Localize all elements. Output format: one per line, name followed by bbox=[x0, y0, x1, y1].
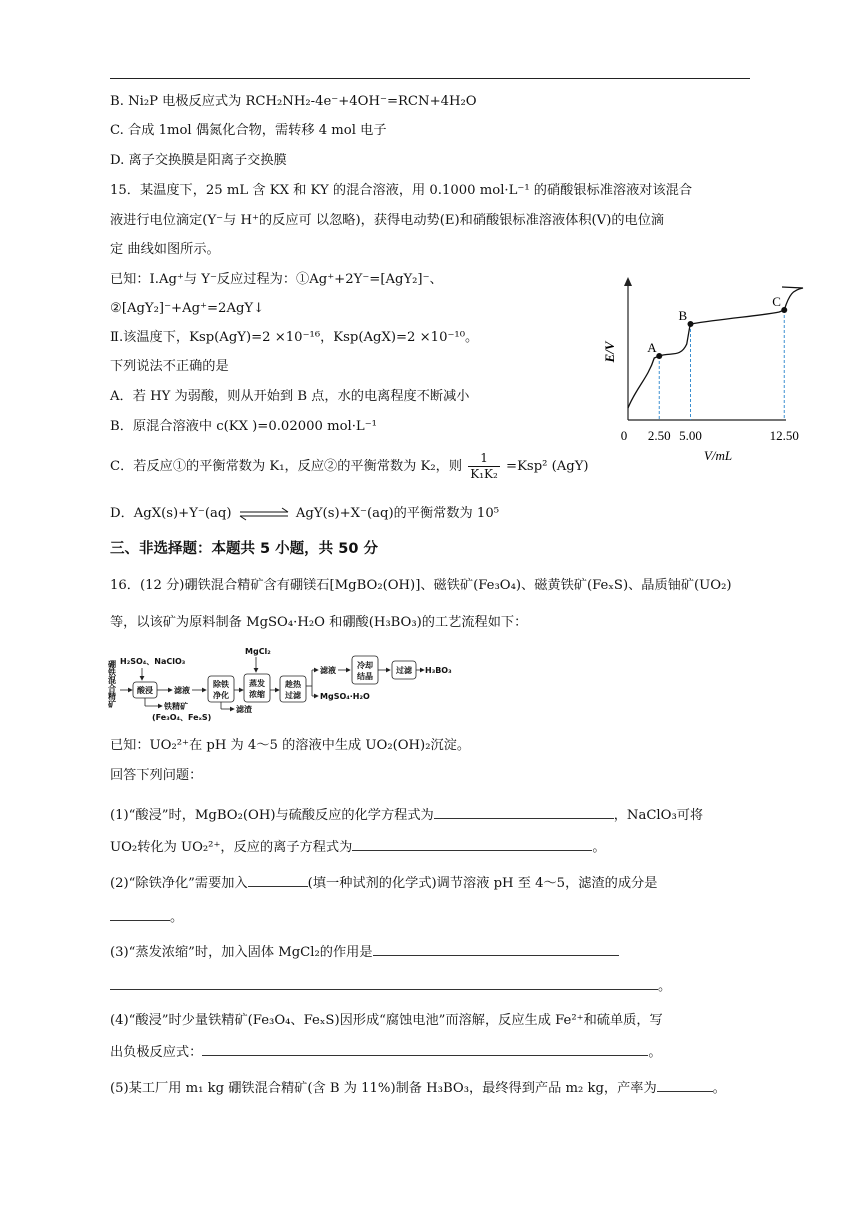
q16-part2-line2 bbox=[110, 906, 183, 928]
q16-part2-line1 bbox=[110, 872, 657, 894]
step-iron-removal-label-1: 除铁 bbox=[213, 680, 229, 689]
product-boric-label: H₃BO₃ bbox=[425, 666, 452, 675]
section-title: 三、非选择题：本题共 5 小题，共 50 分 bbox=[110, 541, 378, 557]
point-B bbox=[688, 321, 694, 327]
q15-option-a: A．若 HY 为弱酸，则从开始到 B 点，水的电离程度不断减小 bbox=[110, 389, 470, 404]
step-filter-label: 过滤 bbox=[396, 666, 412, 675]
step-evap-label-1: 蒸发 bbox=[249, 679, 265, 688]
residue-label: 滤渣 bbox=[236, 705, 252, 714]
x-axis-label: V/mL bbox=[703, 448, 733, 463]
q16-part4-line1: (4)“酸浸”时少量铁精矿(Fe₃O₄、FeₓS)因形成“腐蚀电池”而溶解，反应生成 Fe²⁺和硫单质，写 bbox=[110, 1013, 663, 1028]
header-rule bbox=[110, 78, 750, 79]
step-hot-filter-label-1: 趁热 bbox=[285, 680, 301, 689]
q16-part3-line2 bbox=[110, 975, 671, 997]
q16-part4-text-b: 出负极反应式： bbox=[110, 1045, 203, 1060]
x-tick-label: 12.50 bbox=[769, 428, 799, 443]
q15-ask: 下列说法不正确的是 bbox=[110, 359, 229, 374]
q14-option-c: C. 合成 1mol 偶氮化合物，需转移 4 mol 电子 bbox=[110, 123, 387, 138]
q16-part3-end: 。 bbox=[658, 979, 672, 994]
x-tick-label: 0 bbox=[620, 428, 628, 443]
q16-answer-intro: 回答下列问题： bbox=[110, 768, 203, 783]
q14-option-d: D. 离子交换膜是阳离子交换膜 bbox=[110, 153, 287, 168]
q15-option-d-post: AgY(s)+X⁻(aq)的平衡常数为 10⁵ bbox=[295, 506, 499, 521]
q15-known-3: Ⅱ.该温度下，Ksp(AgY)=2 ×10⁻¹⁶，Ksp(AgX)=2 ×10⁻¹⁰。 bbox=[110, 330, 479, 345]
step-acid-leach-label: 酸浸 bbox=[137, 686, 153, 695]
q14-option-b: B. Ni₂P 电极反应式为 RCH₂NH₂-4e⁻+4OH⁻=RCN+4H₂O bbox=[110, 94, 477, 109]
q16-part2-text-a: (2)“除铁净化”需要加入 bbox=[110, 876, 248, 891]
answer-blank-4[interactable] bbox=[202, 1041, 648, 1056]
process-flowchart bbox=[106, 646, 456, 726]
point-label-C: C bbox=[772, 294, 781, 309]
answer-blank-2a[interactable] bbox=[248, 872, 308, 887]
answer-blank-3b[interactable] bbox=[110, 975, 658, 990]
q16-stem-line2: 等，以该矿为原料制备 MgSO₄·H₂O 和硼酸(H₃BO₃)的工艺流程如下： bbox=[110, 615, 528, 630]
q15-stem-line3: 定 曲线如图所示。 bbox=[110, 242, 220, 257]
point-A bbox=[656, 353, 662, 359]
q15-option-c-post: =Ksp² (AgY) bbox=[506, 459, 589, 474]
filtrate-2-label: 滤液 bbox=[320, 666, 336, 675]
iron-concentrate-comp-label: (Fe₃O₄、FeₓS) bbox=[152, 713, 212, 722]
q15-option-d bbox=[110, 504, 499, 524]
step-evap-label-2: 浓缩 bbox=[249, 690, 265, 699]
answer-blank-1a[interactable] bbox=[434, 804, 614, 819]
q16-part2-end: 。 bbox=[170, 910, 184, 925]
product-mgso4-label: MgSO₄·H₂O bbox=[320, 692, 370, 701]
point-label-B: B bbox=[678, 308, 688, 323]
fraction-denominator: K₁K₂ bbox=[470, 467, 498, 481]
step-hot-filter-label-2: 过滤 bbox=[285, 691, 301, 700]
q16-part4-line2 bbox=[110, 1041, 662, 1063]
q15-stem-line2: 液进行电位滴定(Y⁻与 H⁺的反应可 以忽略)，获得电动势(E)和硝酸银标准溶液体积(V)的电位滴 bbox=[110, 213, 665, 228]
q15-known-1: 已知：Ⅰ.Ag⁺与 Y⁻反应过程为：①Ag⁺+2Y⁻=[AgY₂]⁻、 bbox=[110, 272, 443, 287]
q16-part1-text-a: (1)“酸浸”时，MgBO₂(OH)与硫酸反应的化学方程式为 bbox=[110, 808, 434, 823]
y-axis-arrow-icon bbox=[624, 277, 632, 286]
step-cool-label-2: 结晶 bbox=[357, 672, 373, 681]
titration-chart bbox=[602, 272, 799, 468]
q16-part3-text-a: (3)“蒸发浓缩”时，加入固体 MgCl₂的作用是 bbox=[110, 945, 373, 960]
step-iron-removal-label-2: 净化 bbox=[213, 691, 229, 700]
q16-part1-line2 bbox=[110, 836, 606, 858]
iron-concentrate-label: 铁精矿 bbox=[164, 702, 188, 711]
answer-blank-5[interactable] bbox=[657, 1077, 713, 1092]
q16-part5 bbox=[110, 1077, 726, 1099]
reagent-acid-label: H₂SO₄、NaClO₃ bbox=[120, 657, 186, 666]
filtrate-1-label: 滤液 bbox=[174, 686, 190, 695]
q16-stem-line1: 16．(12 分)硼铁混合精矿含有硼镁石[MgBO₂(OH)]、磁铁矿(Fe₃O₄)、磁黄铁矿(FeₓS)、晶质铀矿(UO₂) bbox=[110, 578, 732, 593]
q16-part1-end: 。 bbox=[592, 840, 606, 855]
point-C bbox=[781, 307, 787, 313]
x-tick-label: 5.00 bbox=[679, 428, 702, 443]
answer-blank-2b[interactable] bbox=[110, 906, 170, 921]
reagent-mgcl2-label: MgCl₂ bbox=[245, 647, 271, 656]
q16-part1-text-b: ，NaClO₃可将 bbox=[613, 808, 704, 823]
point-label-A: A bbox=[647, 340, 657, 355]
q16-part2-text-b: (填一种试剂的化学式)调节溶液 pH 至 4～5，滤渣的成分是 bbox=[307, 876, 658, 891]
q16-part3-line1 bbox=[110, 941, 619, 963]
fraction-numerator: 1 bbox=[468, 451, 500, 467]
q16-part1-line1 bbox=[110, 804, 703, 826]
q15-option-d-pre: D．AgX(s)+Y⁻(aq) bbox=[110, 506, 232, 521]
step-cool-label-1: 冷却 bbox=[357, 661, 373, 670]
q16-part4-end: 。 bbox=[648, 1045, 662, 1060]
equilibrium-arrow-icon bbox=[236, 507, 292, 521]
q15-stem-line1: 15．某温度下，25 mL 含 KX 和 KY 的混合溶液，用 0.1000 mol·L⁻¹ 的硝酸银标准溶液对该混合 bbox=[110, 183, 693, 198]
raw-material-label: 硼铁混合精矿 bbox=[107, 660, 117, 708]
q15-option-c bbox=[110, 451, 589, 482]
q15-option-c-fraction bbox=[468, 451, 500, 482]
q16-known: 已知：UO₂²⁺在 pH 为 4～5 的溶液中生成 UO₂(OH)₂沉淀。 bbox=[110, 738, 471, 753]
x-tick-label: 2.50 bbox=[647, 428, 671, 443]
q15-option-b: B．原混合溶液中 c(KX )=0.02000 mol·L⁻¹ bbox=[110, 419, 377, 434]
answer-blank-3a[interactable] bbox=[373, 941, 619, 956]
q16-part1-text-c: UO₂转化为 UO₂²⁺，反应的离子方程式为 bbox=[110, 840, 353, 855]
q16-part5-end: 。 bbox=[712, 1081, 726, 1096]
y-axis-label: E/V bbox=[602, 341, 617, 363]
q15-known-2: ②[AgY₂]⁻+Ag⁺=2AgY↓ bbox=[110, 301, 265, 316]
q16-part5-text-a: (5)某工厂用 m₁ kg 硼铁混合精矿(含 B 为 11%)制备 H₃BO₃，最终得到产品 m₂ kg，产率为 bbox=[110, 1081, 657, 1096]
q15-option-c-pre: C．若反应①的平衡常数为 K₁，反应②的平衡常数为 K₂，则 bbox=[110, 459, 463, 474]
answer-blank-1b[interactable] bbox=[352, 836, 592, 851]
